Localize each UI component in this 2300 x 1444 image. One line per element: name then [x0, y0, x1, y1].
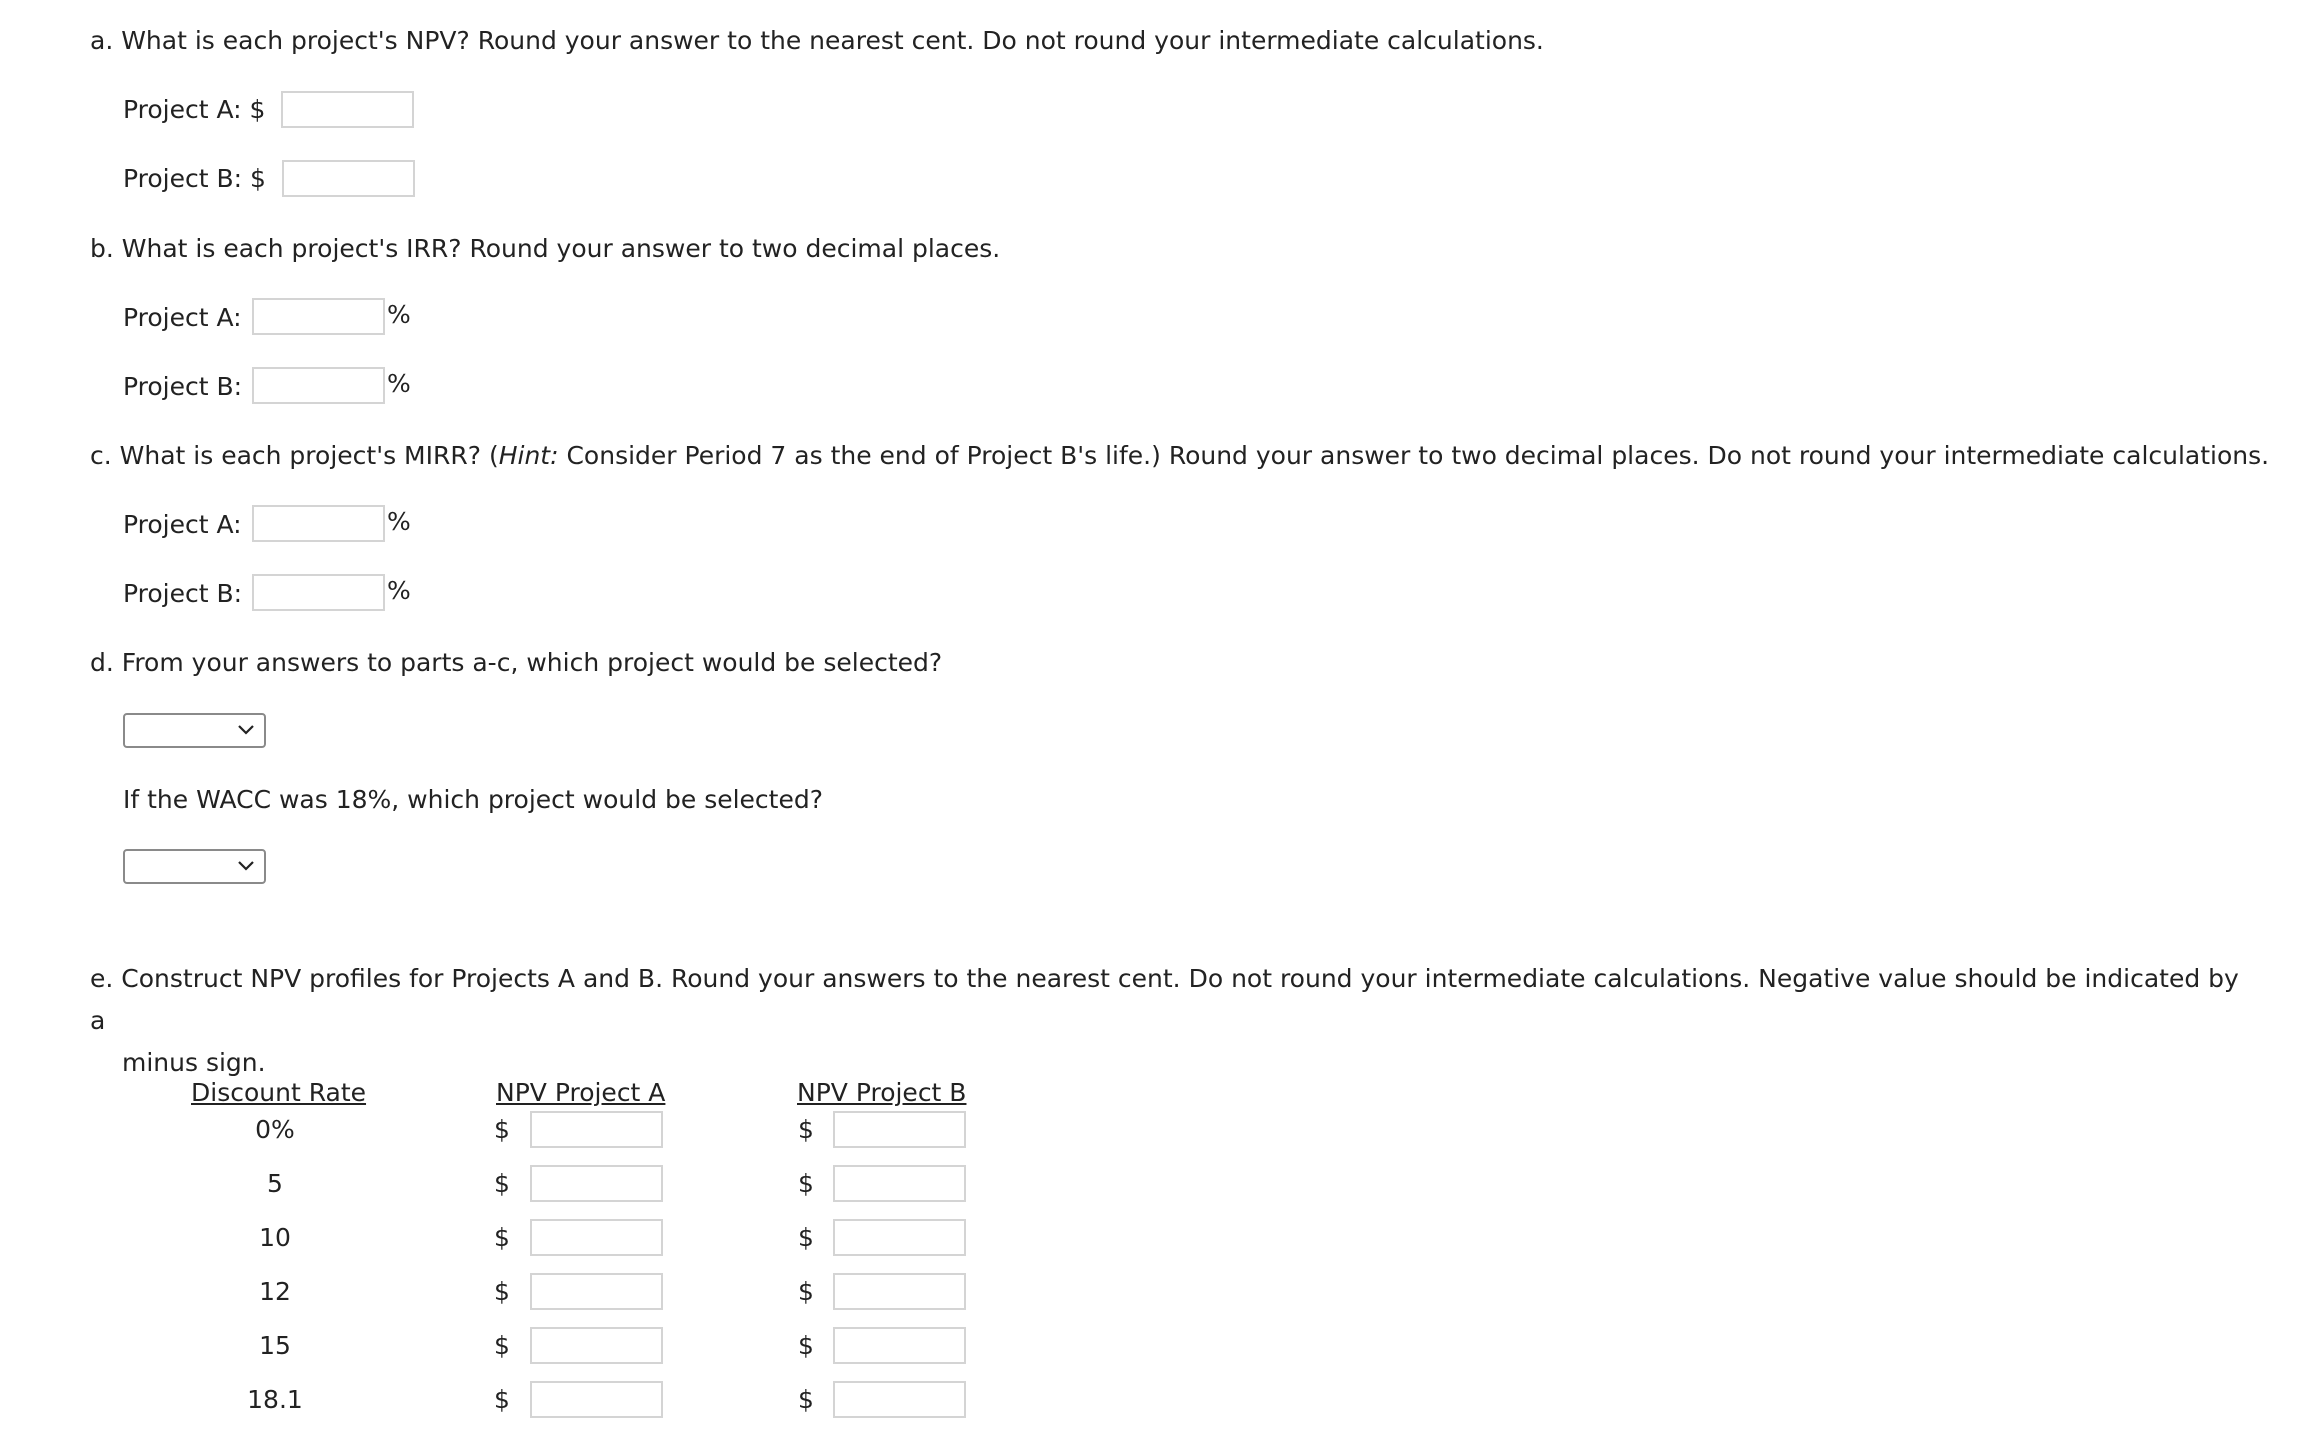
irr-project-b-input[interactable]	[252, 367, 385, 404]
question-e-text	[90, 958, 2240, 1084]
discount-rate-cell: 12	[259, 1277, 291, 1306]
mirr-project-b-row	[123, 574, 411, 612]
npv-project-a-input[interactable]	[281, 91, 414, 128]
npv-project-b-input[interactable]	[833, 1219, 966, 1256]
npv-project-b-row	[123, 159, 415, 197]
currency-symbol: $	[798, 1169, 814, 1198]
discount-rate-cell: 0%	[255, 1115, 295, 1144]
header-npv-project-b: NPV Project B	[797, 1078, 967, 1107]
question-e-line1: e. Construct NPV profiles for Projects A and B. Round your answers to the nearest cent. Do not round your intermediate calculations. Negative value should be indicated by a	[90, 964, 2239, 1035]
question-d-text: d. From your answers to parts a-c, which project would be selected?	[90, 648, 943, 677]
npv-project-a-input[interactable]	[530, 1327, 663, 1364]
irr-project-a-label: Project A:	[123, 302, 242, 332]
npv-project-a-label: Project A: $	[123, 94, 266, 124]
irr-project-b-label: Project B:	[123, 371, 243, 401]
mirr-project-b-percent: %	[387, 576, 411, 605]
wacc-project-selection-dropdown[interactable]	[123, 849, 266, 884]
npv-project-b-input[interactable]	[833, 1165, 966, 1202]
currency-symbol: $	[798, 1331, 814, 1360]
irr-project-a-row	[123, 298, 411, 336]
irr-project-a-input[interactable]	[252, 298, 385, 335]
npv-project-a-input[interactable]	[530, 1273, 663, 1310]
npv-project-a-input[interactable]	[530, 1381, 663, 1418]
currency-symbol: $	[494, 1331, 510, 1360]
project-selection-dropdown[interactable]	[123, 713, 266, 748]
mirr-project-a-input[interactable]	[252, 505, 385, 542]
irr-project-a-percent: %	[387, 300, 411, 329]
header-discount-rate: Discount Rate	[191, 1078, 367, 1107]
npv-project-b-label: Project B: $	[123, 163, 266, 193]
npv-project-b-input[interactable]	[282, 160, 415, 197]
mirr-project-a-label: Project A:	[123, 509, 242, 539]
mirr-project-b-input[interactable]	[252, 574, 385, 611]
irr-project-b-percent: %	[387, 369, 411, 398]
currency-symbol: $	[494, 1169, 510, 1198]
chevron-down-icon	[237, 717, 255, 741]
currency-symbol: $	[494, 1115, 510, 1144]
currency-symbol: $	[798, 1115, 814, 1144]
npv-project-a-input[interactable]	[530, 1219, 663, 1256]
question-a-text: a. What is each project's NPV? Round your answer to the nearest cent. Do not round your intermediate calculations.	[90, 26, 1544, 55]
currency-symbol: $	[798, 1277, 814, 1306]
npv-project-b-input[interactable]	[833, 1111, 966, 1148]
header-npv-project-a: NPV Project A	[496, 1078, 666, 1107]
currency-symbol: $	[494, 1277, 510, 1306]
irr-project-b-row	[123, 367, 411, 405]
npv-project-b-input[interactable]	[833, 1381, 966, 1418]
discount-rate-cell: 10	[259, 1223, 291, 1252]
currency-symbol: $	[798, 1223, 814, 1252]
currency-symbol: $	[798, 1385, 814, 1414]
npv-project-a-input[interactable]	[530, 1165, 663, 1202]
question-b-text: b. What is each project's IRR? Round your answer to two decimal places.	[90, 234, 1001, 263]
npv-project-b-input[interactable]	[833, 1273, 966, 1310]
mirr-project-a-row	[123, 505, 411, 543]
currency-symbol: $	[494, 1385, 510, 1414]
npv-project-a-row	[123, 90, 414, 128]
question-c-text	[90, 439, 2269, 473]
discount-rate-cell: 18.1	[247, 1385, 303, 1414]
question-d-followup: If the WACC was 18%, which project would be selected?	[123, 785, 823, 814]
mirr-project-a-percent: %	[387, 507, 411, 536]
question-e-line2: minus sign.	[122, 1048, 266, 1077]
discount-rate-cell: 5	[267, 1169, 283, 1198]
npv-project-b-input[interactable]	[833, 1327, 966, 1364]
question-c-hint: Hint:	[498, 441, 559, 470]
mirr-project-b-label: Project B:	[123, 578, 243, 608]
npv-project-a-input[interactable]	[530, 1111, 663, 1148]
question-c-pre: c. What is each project's MIRR? (	[90, 441, 499, 470]
discount-rate-cell: 15	[259, 1331, 291, 1360]
currency-symbol: $	[494, 1223, 510, 1252]
chevron-down-icon	[237, 853, 255, 877]
question-c-post: Consider Period 7 as the end of Project B's life.) Round your answer to two decimal places. Do not round your intermediate calculations.	[558, 441, 2270, 470]
